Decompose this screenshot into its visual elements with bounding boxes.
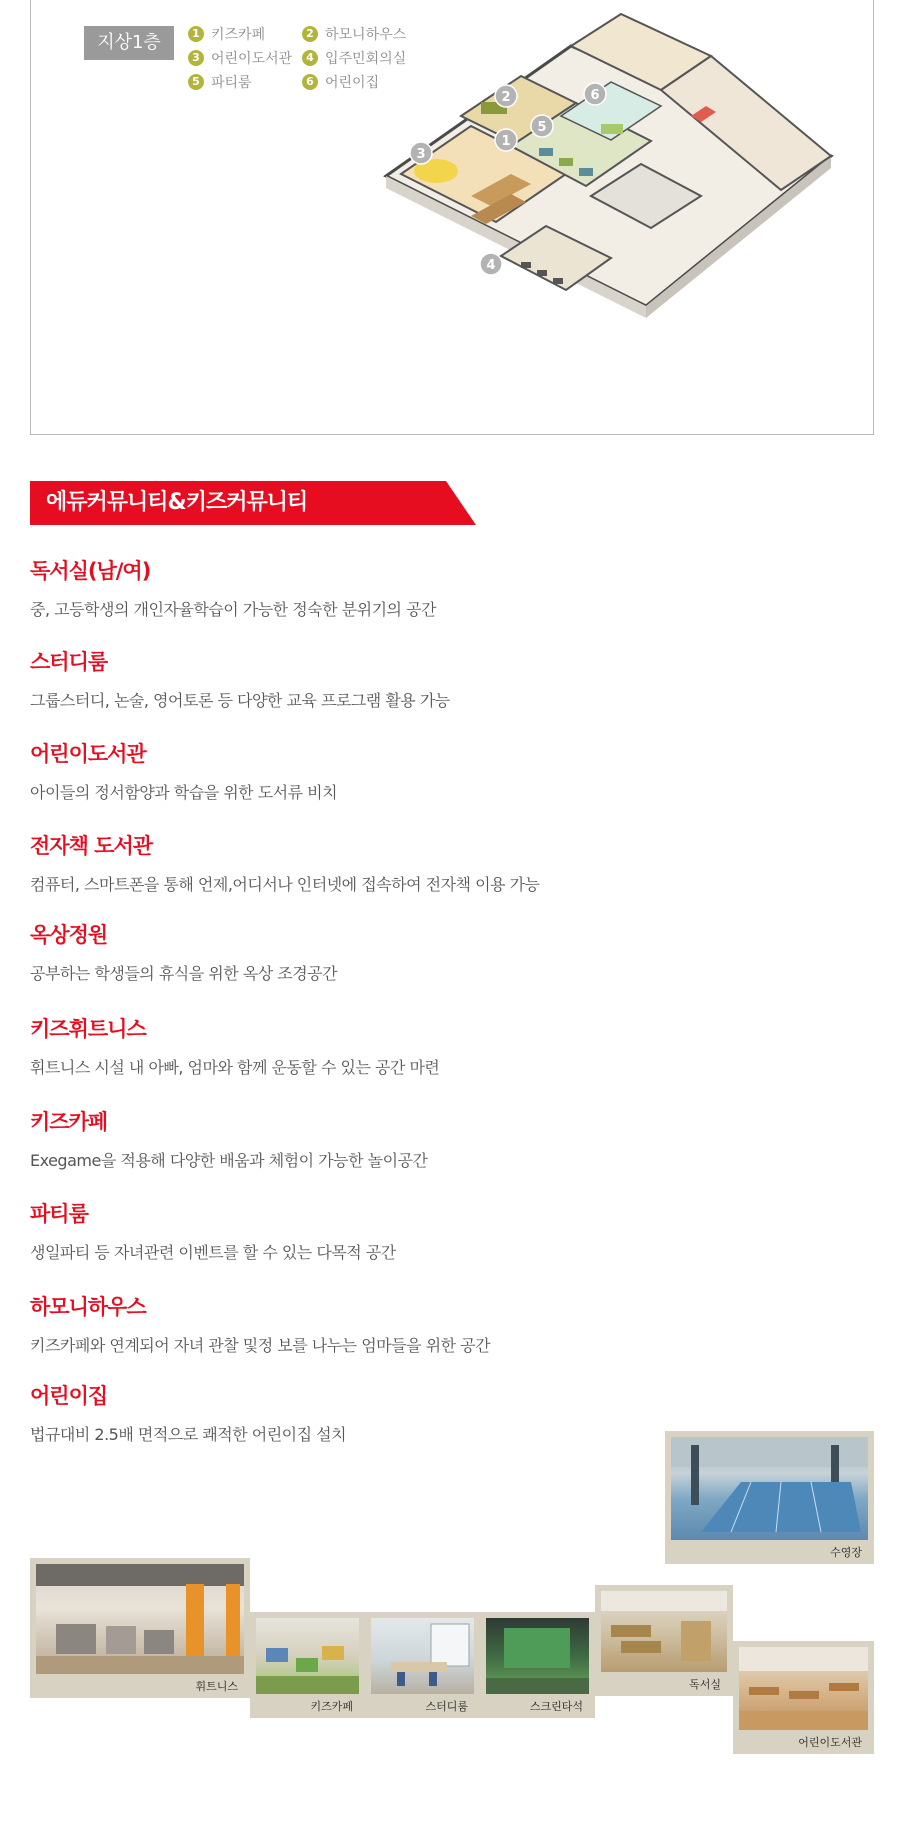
photo-caption: 스크린타석: [529, 1700, 583, 1713]
photo-study-room: [365, 1612, 480, 1718]
legend-number-badge: 4: [302, 50, 318, 66]
facility-description: 아이들의 정서함양과 학습을 위한 도서류 비치: [30, 783, 338, 802]
legend-column-1: [188, 22, 292, 94]
facility-item: [30, 1291, 490, 1356]
legend-number-badge: 6: [302, 74, 318, 90]
legend-number-badge: 2: [302, 26, 318, 42]
photo-caption: 휘트니스: [195, 1680, 238, 1693]
facility-item: [30, 830, 540, 895]
legend-number-badge: 1: [188, 26, 204, 42]
legend-label: 파티룸: [211, 75, 252, 91]
photo-pool: [665, 1431, 874, 1564]
floor-plan-frame: [30, 0, 874, 435]
kids-cafe-illustration: [256, 1618, 359, 1694]
legend-label: 입주민회의실: [325, 51, 407, 67]
legend-label: 키즈카페: [211, 27, 266, 43]
legend-number-badge: 3: [188, 50, 204, 66]
facility-description: Exegame을 적용해 다양한 배움과 체험이 가능한 놀이공간: [30, 1151, 428, 1170]
legend-item: [188, 70, 292, 94]
facility-name: 파티룸: [30, 1202, 88, 1226]
facility-name: 키즈휘트니스: [30, 1017, 146, 1041]
legend-number-badge: 5: [188, 74, 204, 90]
legend-label: 하모니하우스: [325, 27, 407, 43]
facility-description: 키즈카페와 연계되어 자녀 관찰 및정 보를 나누는 엄마들을 위한 공간: [30, 1336, 491, 1355]
facility-item: [30, 738, 337, 803]
facility-name: 어린이집: [30, 1384, 108, 1408]
floor-tag: 지상1층: [84, 26, 174, 60]
facility-name: 스터디룸: [30, 650, 108, 674]
facility-name: 옥상정원: [30, 923, 108, 947]
plan-marker-1: 1: [501, 134, 511, 149]
facility-description: 컴퓨터, 스마트폰을 통해 언제,어디서나 인터넷에 접속하여 전자책 이용 가능: [30, 875, 540, 894]
section-title: 에듀커뮤니티&키즈커뮤니티: [46, 490, 308, 515]
facility-description: 생일파티 등 자녀관련 이벤트를 할 수 있는 다목적 공간: [30, 1243, 396, 1262]
facility-description: 그룹스터디, 논술, 영어토론 등 다양한 교육 프로그램 활용 가능: [30, 691, 450, 710]
facility-name: 키즈카페: [30, 1110, 108, 1134]
photo-kids-library: [733, 1641, 874, 1754]
section-banner: [30, 481, 476, 525]
pool-illustration: [671, 1437, 868, 1540]
facility-item: [30, 646, 450, 711]
photo-caption: 독서실: [689, 1678, 721, 1691]
fitness-illustration: [36, 1564, 244, 1674]
facility-name: 독서실(남/여): [30, 559, 151, 583]
photo-caption: 스터디룸: [425, 1700, 468, 1713]
photo-kids-cafe: [250, 1612, 365, 1718]
plan-marker-4: 4: [486, 258, 496, 273]
study-room-illustration: [371, 1618, 474, 1694]
facility-item: [30, 919, 337, 984]
facility-item: [30, 1106, 427, 1171]
facility-description: 공부하는 학생들의 휴식을 위한 옥상 조경공간: [30, 964, 338, 983]
screen-golf-illustration: [486, 1618, 589, 1694]
legend-label: 어린이집: [325, 75, 380, 91]
photo-caption: 수영장: [830, 1546, 862, 1559]
facility-description: 법규대비 2.5배 면적으로 쾌적한 어린이집 설치: [30, 1425, 347, 1444]
facility-item: [30, 555, 436, 620]
photo-reading-room: [595, 1585, 733, 1696]
floor-plan-illustration: [361, 6, 851, 391]
plan-marker-6: 6: [590, 88, 600, 103]
facility-item: [30, 1013, 439, 1078]
facility-description: 휘트니스 시설 내 아빠, 엄마와 함께 운동할 수 있는 공간 마련: [30, 1058, 440, 1077]
facility-item: [30, 1198, 396, 1263]
legend-item: [188, 46, 292, 70]
photo-caption: 키즈카페: [310, 1700, 353, 1713]
legend-item: [188, 22, 292, 46]
facility-name: 어린이도서관: [30, 742, 146, 766]
photo-screen-golf: [480, 1612, 595, 1718]
plan-marker-2: 2: [501, 90, 511, 105]
photo-caption: 어린이도서관: [798, 1736, 862, 1749]
kids-library-illustration: [739, 1647, 868, 1730]
reading-room-illustration: [601, 1591, 727, 1672]
plan-marker-3: 3: [416, 147, 426, 162]
legend-label: 어린이도서관: [211, 51, 293, 67]
facility-description: 중, 고등학생의 개인자율학습이 가능한 정숙한 분위기의 공간: [30, 600, 437, 619]
facility-name: 하모니하우스: [30, 1295, 146, 1319]
photo-fitness: [30, 1558, 250, 1698]
plan-marker-5: 5: [537, 120, 547, 135]
facility-item: [30, 1380, 346, 1445]
facility-name: 전자책 도서관: [30, 834, 153, 858]
